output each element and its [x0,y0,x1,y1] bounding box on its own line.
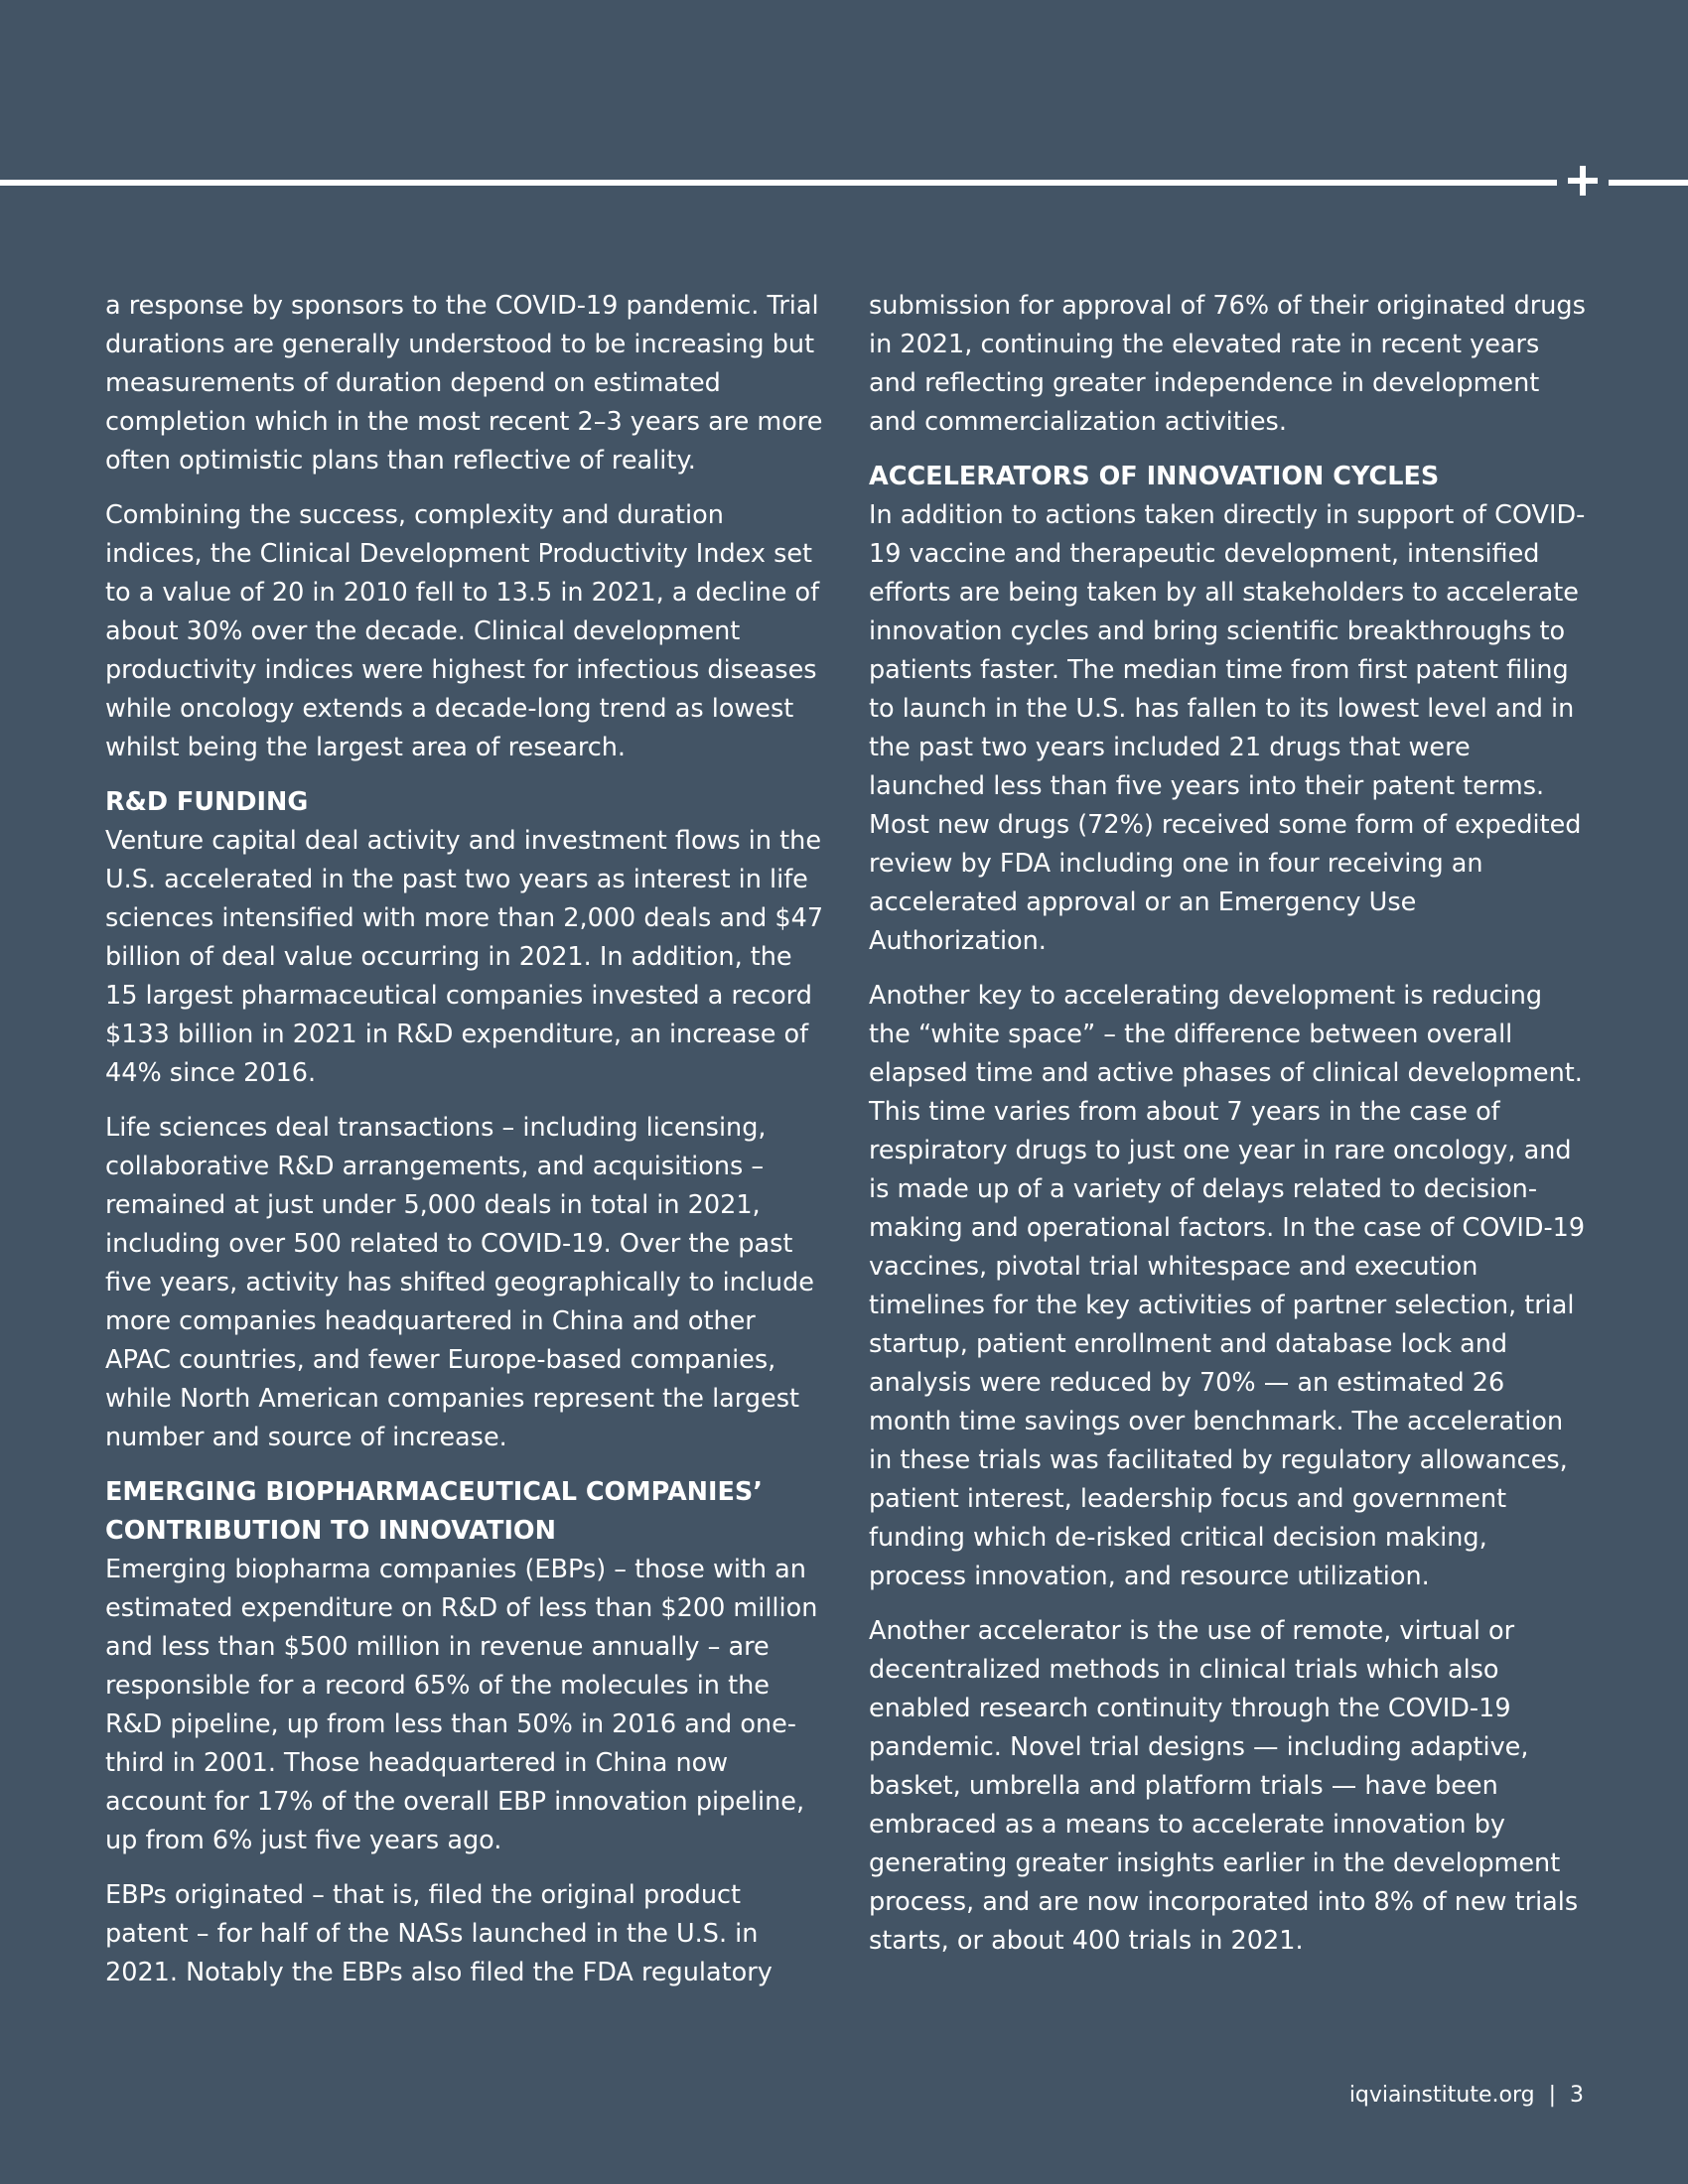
paragraph: Life sciences deal transactions – including licensing, collaborative R&D arrangements, and acquisitions – remained at just under 5,000 deals in total in 2021, including over 500 related to COVID-19. Over the past five years, activity has shifted geographically to include more companies headquartered in China and other APAC countries, and fewer Europe-based companies, while North American companies represent the largest number and source of increase. [105,1113,814,1452]
paragraph: Another key to accelerating development is reducing the “white space” – the difference between overall elapsed time and active phases of clinical development. This time varies from about 7 years in the case of respiratory drugs to just one year in rare oncology, and is made up of a variety of delays related to decision-making and operational factors. In the case of COVID-19 vaccines, pivotal trial whitespace and execution timelines for the key activities of partner selection, trial startup, patient enrollment and database lock and analysis were reduced by 70% — an estimated 26 month time savings over benchmark. The acceleration in these trials was facilitated by regulatory allowances, patient interest, leadership focus and government funding which de-risked critical decision making, process innovation, and resource utilization. [869,981,1586,1591]
paragraph: Emerging biopharma companies (EBPs) – those with an estimated expenditure on R&D of less than $200 million and less than $500 million in revenue annually – are responsible for a record 65% of the molecules in the R&D pipeline, up from less than 50% in 2016 and one-third in 2001. Those headquartered in China now account for 17% of the overall EBP innovation pipeline, up from 6% just five years ago. [105,1555,818,1855]
paragraph: In addition to actions taken directly in support of COVID-19 vaccine and therapeutic development, intensified efforts are being taken by all stakeholders to accelerate innovation cycles and bring scientific breakthroughs to patients faster. The median time from first patent filing to launch in the U.S. has fallen to its lowest level and in the past two years included 21 drugs that were launched less than five years into their patent terms. Most new drugs (72%) received some form of expedited review by FDA including one in four receiving an accelerated approval or an Emergency Use Authorization. [869,500,1586,956]
header-rule-left [0,180,1557,186]
header-rule-right [1609,180,1688,186]
paragraph: Venture capital deal activity and investment flows in the U.S. accelerated in the past two years as interest in life sciences intensified with more than 2,000 deals and $47 billion of deal value occurring in 2021. In addition, the 15 largest pharmaceutical companies invested a record $133 billion in 2021 in R&D expenditure, an increase of 44% since 2016. [105,826,824,1088]
section-heading-accelerators: ACCELERATORS OF INNOVATION CYCLES [869,462,1440,491]
left-column [105,287,825,2008]
paragraph: a response by sponsors to the COVID-19 pandemic. Trial durations are generally understood to be increasing but measurements of duration depend on estimated completion which in the most recent 2–3 years are more often optimistic plans than reflective of reality. [105,291,823,476]
paragraph: Another accelerator is the use of remote, virtual or decentralized methods in clinical trials which also enabled research continuity through the COVID-19 pandemic. Novel trial designs — including adaptive, basket, umbrella and platform trials — have been embraced as a means to accelerate innovation by generating greater insights earlier in the development process, and are now incorporated into 8% of new trials starts, or about 400 trials in 2021. [869,1616,1579,1956]
page-footer [1349,2081,1584,2111]
plus-icon [1568,166,1598,196]
paragraph: Combining the success, complexity and duration indices, the Clinical Development Productivity Index set to a value of 20 in 2010 fell to 13.5 in 2021, a decline of about 30% over the decade. Clinical development productivity indices were highest for infectious diseases while oncology extends a decade-long trend as lowest whilst being the largest area of research. [105,500,820,762]
paragraph: EBPs originated – that is, filed the original product patent – for half of the NASs launched in the U.S. in 2021. Notably the EBPs also filed the FDA regulatory [105,1880,773,1987]
section-heading-ebp: EMERGING BIOPHARMACEUTICAL COMPANIES’ CONTRIBUTION TO INNOVATION [105,1477,763,1546]
right-column [869,287,1589,1977]
footer-separator: | [1548,2083,1556,2108]
paragraph: submission for approval of 76% of their originated drugs in 2021, continuing the elevated rate in recent years and reflecting greater independence in development and commercialization activities. [869,291,1586,437]
page-number: 3 [1570,2083,1584,2108]
footer-site-link[interactable]: iqviainstitute.org [1348,2083,1535,2108]
section-heading-rd-funding: R&D FUNDING [105,787,309,817]
